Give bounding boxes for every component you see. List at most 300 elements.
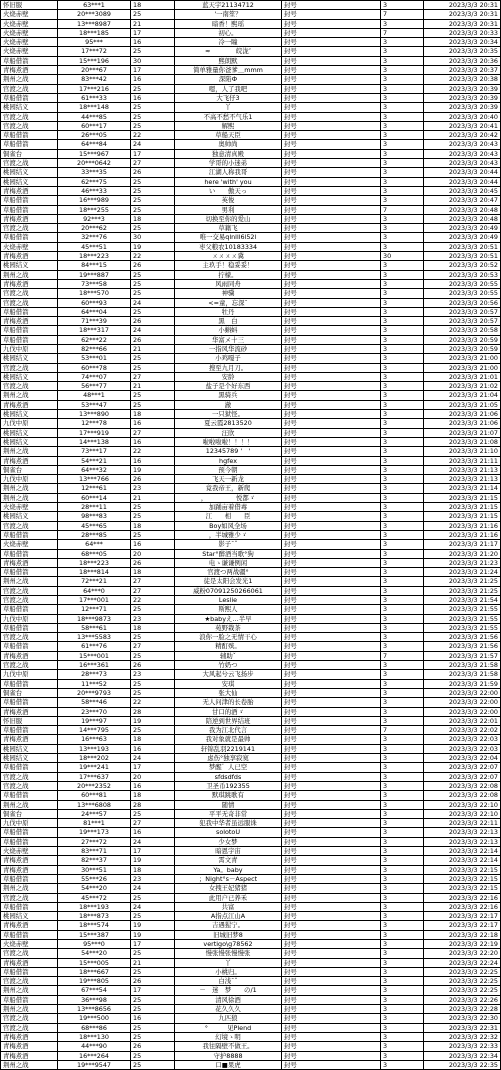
server-cell: 草船借箭 <box>1 549 58 558</box>
timestamp-cell: 2023/3/3 20:49 <box>424 224 501 233</box>
table-row <box>1 847 501 856</box>
server-cell: 火烧赤壁 <box>1 939 58 948</box>
server-cell: 草船借箭 <box>1 205 58 214</box>
days-cell: 3 <box>381 986 424 995</box>
action-cell: 封号 <box>282 186 381 195</box>
days-cell: 3 <box>381 391 424 400</box>
timestamp-cell: 2023/3/3 22:00 <box>424 707 501 716</box>
account-cell: 15***005 <box>58 958 131 967</box>
nickname-cell: 拧檬。 <box>175 270 282 279</box>
level-cell: 16 <box>131 456 175 465</box>
level-cell: 25 <box>131 177 175 186</box>
nickname-cell: 影子ˉˇ <box>175 540 282 549</box>
timestamp-cell: 2023/3/3 21:16 <box>424 530 501 539</box>
level-cell: 17 <box>131 149 175 158</box>
server-cell: 荆州之战 <box>1 484 58 493</box>
account-cell: 54***20 <box>58 949 131 958</box>
server-cell: 草船借箭 <box>1 605 58 614</box>
days-cell: 3 <box>381 809 424 818</box>
server-cell: 荆州之战 <box>1 391 58 400</box>
server-cell: 青梅煮酒 <box>1 252 58 261</box>
table-row <box>1 1005 501 1014</box>
server-cell: 荆州之战 <box>1 1005 58 1014</box>
nickname-cell: 犯我中华者虽远服诛 <box>175 819 282 828</box>
table-row <box>1 19 501 28</box>
action-cell: 封号 <box>282 1014 381 1023</box>
action-cell: 封号 <box>282 75 381 84</box>
account-cell: 60***17 <box>58 121 131 130</box>
action-cell: 封号 <box>282 921 381 930</box>
server-cell: 青梅煮酒 <box>1 865 58 874</box>
nickname-cell: 斯熙人 <box>175 605 282 614</box>
timestamp-cell: 2023/3/3 20:58 <box>424 326 501 335</box>
timestamp-cell: 2023/3/3 21:54 <box>424 596 501 605</box>
timestamp-cell: 2023/3/3 22:35 <box>424 1060 501 1069</box>
account-cell: 19***97 <box>58 716 131 725</box>
level-cell: 21 <box>131 19 175 28</box>
timestamp-cell: 2023/3/3 22:11 <box>424 819 501 828</box>
days-cell: 3 <box>381 149 424 158</box>
account-cell: 13***193 <box>58 744 131 753</box>
days-cell: 3 <box>381 1032 424 1041</box>
nickname-cell: Star°醉酒当歌°狗 <box>175 549 282 558</box>
account-cell: 98***83 <box>58 512 131 521</box>
table-row <box>1 475 501 484</box>
table-row <box>1 605 501 614</box>
server-cell: 青梅煮酒 <box>1 735 58 744</box>
days-cell: 7 <box>381 205 424 214</box>
nickname-cell: ；Night°s－Aspect <box>175 874 282 883</box>
server-cell: 桃园结义 <box>1 744 58 753</box>
action-cell: 封号 <box>282 224 381 233</box>
timestamp-cell: 2023/3/3 22:04 <box>424 754 501 763</box>
days-cell: 3 <box>381 995 424 1004</box>
level-cell: 18 <box>131 623 175 632</box>
days-cell: 3 <box>381 400 424 409</box>
action-cell: 封号 <box>282 56 381 65</box>
level-cell: 22 <box>131 447 175 456</box>
level-cell: 21 <box>131 344 175 353</box>
timestamp-cell: 2023/3/3 21:14 <box>424 484 501 493</box>
days-cell: 3 <box>381 586 424 595</box>
level-cell: 19 <box>131 465 175 474</box>
account-cell: 15***001 <box>58 651 131 660</box>
server-cell: 官渡之战 <box>1 661 58 670</box>
action-cell: 封号 <box>282 419 381 428</box>
action-cell: 封号 <box>282 242 381 251</box>
level-cell: 27 <box>131 586 175 595</box>
server-cell: 青梅煮酒 <box>1 921 58 930</box>
table-row <box>1 995 501 1004</box>
account-cell: 19***173 <box>58 828 131 837</box>
account-cell: 68***05 <box>58 549 131 558</box>
nickname-cell: 官渡つ两战疆° <box>175 568 282 577</box>
account-cell: 95***0 <box>58 939 131 948</box>
days-cell: 7 <box>381 726 424 735</box>
days-cell: 3 <box>381 1 424 10</box>
account-cell: 62***75 <box>58 177 131 186</box>
nickname-cell: 大风起兮云飞扬步 <box>175 670 282 679</box>
level-cell: 16 <box>131 93 175 102</box>
table-row <box>1 614 501 623</box>
action-cell: 封号 <box>282 437 381 446</box>
timestamp-cell: 2023/3/3 21:55 <box>424 605 501 614</box>
server-cell: 官渡之战 <box>1 1014 58 1023</box>
days-cell: 3 <box>381 1005 424 1014</box>
server-cell: 九伐中原 <box>1 419 58 428</box>
action-cell: 封号 <box>282 568 381 577</box>
nickname-cell: '一南笙？ <box>175 10 282 19</box>
nickname-cell: 女拽王妃猪猪 <box>175 884 282 893</box>
account-cell: 18***185 <box>58 28 131 37</box>
days-cell: 3 <box>381 270 424 279</box>
timestamp-cell: 2023/3/3 21:20 <box>424 549 501 558</box>
action-cell: 封号 <box>282 893 381 902</box>
level-cell: 25 <box>131 1060 175 1069</box>
action-cell: 封号 <box>282 307 381 316</box>
timestamp-cell: 2023/3/3 22:00 <box>424 688 501 697</box>
table-row <box>1 1060 501 1069</box>
nickname-cell: Leslie <box>175 596 282 605</box>
account-cell: 67***54 <box>58 986 131 995</box>
table-row <box>1 800 501 809</box>
server-cell: 荆州之战 <box>1 577 58 586</box>
timestamp-cell: 2023/3/3 20:31 <box>424 19 501 28</box>
nickname-cell: 暗香！熙瑶 <box>175 19 282 28</box>
days-cell: 3 <box>381 224 424 233</box>
days-cell: 3 <box>381 791 424 800</box>
table-row <box>1 744 501 753</box>
days-cell: 3 <box>381 781 424 790</box>
action-cell: 封号 <box>282 121 381 130</box>
days-cell: 3 <box>381 540 424 549</box>
days-cell: 3 <box>381 642 424 651</box>
nickname-cell: 我往隔壁不做王。 <box>175 1042 282 1051</box>
days-cell: 3 <box>381 317 424 326</box>
days-cell: 3 <box>381 707 424 716</box>
table-row <box>1 781 501 790</box>
action-cell: 封号 <box>282 688 381 697</box>
table-row <box>1 865 501 874</box>
nickname-cell: ， 悦都ゞ <box>175 493 282 502</box>
nickname-cell: 苑野栽茶 <box>175 623 282 632</box>
account-cell: 23***70 <box>58 707 131 716</box>
account-cell: 18***570 <box>58 289 131 298</box>
table-row <box>1 791 501 800</box>
level-cell: 25 <box>131 186 175 195</box>
level-cell: 17 <box>131 847 175 856</box>
table-row <box>1 224 501 233</box>
account-cell: 17***216 <box>58 84 131 93</box>
days-cell: 3 <box>381 605 424 614</box>
days-cell: 3 <box>381 56 424 65</box>
level-cell: 25 <box>131 679 175 688</box>
action-cell: 封号 <box>282 335 381 344</box>
server-cell: 草船借箭 <box>1 726 58 735</box>
days-cell: 3 <box>381 419 424 428</box>
level-cell: 16 <box>131 38 175 47</box>
action-cell: 封号 <box>282 540 381 549</box>
level-cell: 25 <box>131 512 175 521</box>
server-cell: 桃园结义 <box>1 372 58 381</box>
server-cell: 草船借箭 <box>1 930 58 939</box>
action-cell: 封号 <box>282 391 381 400</box>
action-cell: 封号 <box>282 47 381 56</box>
table-row <box>1 642 501 651</box>
nickname-cell: 慢张慢张慢慢张 <box>175 949 282 958</box>
days-cell: 3 <box>381 186 424 195</box>
nickname-cell: 主玖手！稳妥妥！ <box>175 261 282 270</box>
level-cell: 18 <box>131 521 175 530</box>
timestamp-cell: 2023/3/3 22:07 <box>424 763 501 772</box>
server-cell: 荆州之战 <box>1 447 58 456</box>
server-cell: 九伐中原 <box>1 614 58 623</box>
nickname-cell: 口■果虎 <box>175 1060 282 1069</box>
days-cell: 3 <box>381 558 424 567</box>
days-cell: 3 <box>381 949 424 958</box>
nickname-cell: 风雨同舟 <box>175 279 282 288</box>
table-row <box>1 279 501 288</box>
days-cell: 3 <box>381 493 424 502</box>
days-cell: 3 <box>381 196 424 205</box>
action-cell: 封号 <box>282 66 381 75</box>
level-cell: 24 <box>131 837 175 846</box>
timestamp-cell: 2023/3/3 21:11 <box>424 456 501 465</box>
level-cell: 25 <box>131 1051 175 1060</box>
days-cell: 3 <box>381 363 424 372</box>
nickname-cell: 此用户已养禾 <box>175 893 282 902</box>
timestamp-cell: 2023/3/3 21:58 <box>424 670 501 679</box>
table-row <box>1 549 501 558</box>
table-row <box>1 1032 501 1041</box>
server-cell: 官渡之战 <box>1 586 58 595</box>
server-cell: 草船借箭 <box>1 196 58 205</box>
action-cell: 封号 <box>282 577 381 586</box>
timestamp-cell: 2023/3/3 22:33 <box>424 1042 501 1051</box>
account-cell: 16***361 <box>58 661 131 670</box>
nickname-cell: 默琪跳歌有 <box>175 791 282 800</box>
timestamp-cell: 2023/3/3 22:32 <box>424 1032 501 1041</box>
action-cell: 封号 <box>282 605 381 614</box>
days-cell: 3 <box>381 596 424 605</box>
action-cell: 封号 <box>282 1060 381 1069</box>
action-cell: 封号 <box>282 995 381 1004</box>
action-cell: 封号 <box>282 103 381 112</box>
level-cell: 26 <box>131 317 175 326</box>
timestamp-cell: 2023/3/3 21:17 <box>424 540 501 549</box>
days-cell: 3 <box>381 828 424 837</box>
table-row <box>1 270 501 279</box>
action-cell: 封号 <box>282 623 381 632</box>
table-row <box>1 372 501 381</box>
table-row <box>1 38 501 47</box>
timestamp-cell: 2023/3/3 22:19 <box>424 939 501 948</box>
nickname-cell: 白浅ˉˇ <box>175 977 282 986</box>
timestamp-cell: 2023/3/3 20:53 <box>424 270 501 279</box>
days-cell: 3 <box>381 307 424 316</box>
action-cell: 封号 <box>282 930 381 939</box>
server-cell: 草船借箭 <box>1 679 58 688</box>
action-cell: 封号 <box>282 354 381 363</box>
timestamp-cell: 2023/3/3 22:25 <box>424 967 501 976</box>
server-cell: 铜雀台 <box>1 149 58 158</box>
timestamp-cell: 2023/3/3 20:40 <box>424 112 501 121</box>
timestamp-cell: 2023/3/3 21:15 <box>424 503 501 512</box>
table-row <box>1 382 501 391</box>
table-row <box>1 493 501 502</box>
action-cell: 封号 <box>282 1023 381 1032</box>
account-cell: 13***5583 <box>58 633 131 642</box>
nickname-cell: vertigo\g78562 <box>175 939 282 948</box>
nickname-cell: 守护8888 <box>175 1051 282 1060</box>
days-cell: 3 <box>381 512 424 521</box>
server-cell: 荆州之战 <box>1 986 58 995</box>
days-cell: 3 <box>381 475 424 484</box>
days-cell: 3 <box>381 1042 424 1051</box>
action-cell: 封号 <box>282 112 381 121</box>
action-cell: 封号 <box>282 252 381 261</box>
table-row <box>1 912 501 921</box>
level-cell: 25 <box>131 391 175 400</box>
table-row <box>1 410 501 419</box>
level-cell: 25 <box>131 279 175 288</box>
timestamp-cell: 2023/3/3 21:08 <box>424 437 501 446</box>
timestamp-cell: 2023/3/3 21:59 <box>424 679 501 688</box>
action-cell: 封号 <box>282 19 381 28</box>
account-cell: 18***193 <box>58 902 131 911</box>
account-cell: 20***0642 <box>58 159 131 168</box>
timestamp-cell: 2023/3/3 22:15 <box>424 884 501 893</box>
nickname-cell: 陪逆到世界结班 <box>175 716 282 725</box>
server-cell: 荆州之战 <box>1 270 58 279</box>
level-cell: 18 <box>131 791 175 800</box>
timestamp-cell: 2023/3/3 21:56 <box>424 633 501 642</box>
account-cell: 71***39 <box>58 317 131 326</box>
table-row <box>1 633 501 642</box>
timestamp-cell: 2023/3/3 20:34 <box>424 38 501 47</box>
level-cell: 25 <box>131 893 175 902</box>
nickname-cell: 虑伤°独享寂寞 <box>175 754 282 763</box>
level-cell: 25 <box>131 47 175 56</box>
server-cell: 桃园结义 <box>1 261 58 270</box>
timestamp-cell: 2023/3/3 21:06 <box>424 410 501 419</box>
account-cell: 18***814 <box>58 568 131 577</box>
action-cell: 封号 <box>282 428 381 437</box>
table-row <box>1 939 501 948</box>
timestamp-cell: 2023/3/3 22:16 <box>424 893 501 902</box>
action-cell: 封号 <box>282 465 381 474</box>
account-cell: 15***387 <box>58 930 131 939</box>
server-cell: 火烧赤壁 <box>1 540 58 549</box>
server-cell: 九伐中原 <box>1 344 58 353</box>
days-cell: 3 <box>381 344 424 353</box>
timestamp-cell: 2023/3/3 20:31 <box>424 1 501 10</box>
server-cell: 荆州之战 <box>1 1060 58 1069</box>
days-cell: 3 <box>381 688 424 697</box>
level-cell: 25 <box>131 1023 175 1032</box>
timestamp-cell: 2023/3/3 20:39 <box>424 93 501 102</box>
timestamp-cell: 2023/3/3 20:45 <box>424 186 501 195</box>
nickname-cell: Ya。baby <box>175 865 282 874</box>
timestamp-cell: 2023/3/3 20:48 <box>424 205 501 214</box>
level-cell: 25 <box>131 84 175 93</box>
table-row <box>1 47 501 56</box>
action-cell: 封号 <box>282 549 381 558</box>
server-cell: 草船借箭 <box>1 698 58 707</box>
level-cell: 26 <box>131 661 175 670</box>
level-cell: 25 <box>131 270 175 279</box>
nickname-cell: 威粉07091250266061 <box>175 586 282 595</box>
server-cell: 桃园结义 <box>1 410 58 419</box>
action-cell: 封号 <box>282 614 381 623</box>
table-row <box>1 884 501 893</box>
action-cell: 封号 <box>282 744 381 753</box>
days-cell: 3 <box>381 177 424 186</box>
account-cell: 81***1 <box>58 819 131 828</box>
nickname-cell: 搜至九月刀。 <box>175 363 282 372</box>
table-row <box>1 242 501 251</box>
server-cell: 青梅煮酒 <box>1 1042 58 1051</box>
days-cell: 3 <box>381 939 424 948</box>
days-cell: 3 <box>381 614 424 623</box>
action-cell: 封号 <box>282 698 381 707</box>
days-cell: 3 <box>381 661 424 670</box>
timestamp-cell: 2023/3/3 22:07 <box>424 772 501 781</box>
account-cell: 55***26 <box>58 874 131 883</box>
level-cell: 18 <box>131 735 175 744</box>
days-cell: 3 <box>381 103 424 112</box>
server-cell: 荆州之战 <box>1 75 58 84</box>
account-cell: 82***37 <box>58 856 131 865</box>
action-cell: 封号 <box>282 679 381 688</box>
days-cell: 3 <box>381 214 424 223</box>
table-row <box>1 568 501 577</box>
account-cell: 84***15 <box>58 261 131 270</box>
action-cell: 封号 <box>282 372 381 381</box>
action-cell: 封号 <box>282 168 381 177</box>
account-cell: 58***61 <box>58 623 131 632</box>
server-cell: 草船借箭 <box>1 307 58 316</box>
level-cell: 25 <box>131 196 175 205</box>
table-row <box>1 735 501 744</box>
timestamp-cell: 2023/3/3 20:55 <box>424 289 501 298</box>
days-cell: 3 <box>381 159 424 168</box>
days-cell: 3 <box>381 242 424 251</box>
account-cell: 60***14 <box>58 493 131 502</box>
action-cell: 封号 <box>282 847 381 856</box>
days-cell: 3 <box>381 819 424 828</box>
level-cell: 30 <box>131 233 175 242</box>
account-cell: 53***01 <box>58 354 131 363</box>
action-cell: 封号 <box>282 196 381 205</box>
level-cell: 26 <box>131 168 175 177</box>
account-cell: 92***3 <box>58 214 131 223</box>
server-cell: 官渡之战 <box>1 84 58 93</box>
server-cell: 九伐中原 <box>1 475 58 484</box>
level-cell: 26 <box>131 335 175 344</box>
timestamp-cell: 2023/3/3 22:00 <box>424 698 501 707</box>
table-row <box>1 233 501 242</box>
timestamp-cell: 2023/3/3 22:15 <box>424 874 501 883</box>
level-cell: 19 <box>131 242 175 251</box>
nickname-cell: 啦啦啦啦！！！！ <box>175 437 282 446</box>
server-cell: 青梅煮酒 <box>1 707 58 716</box>
server-cell: 官渡之战 <box>1 159 58 168</box>
timestamp-cell: 2023/3/3 22:34 <box>424 1051 501 1060</box>
action-cell: 封号 <box>282 289 381 298</box>
account-cell: 64*** <box>58 540 131 549</box>
level-cell: 28 <box>131 707 175 716</box>
